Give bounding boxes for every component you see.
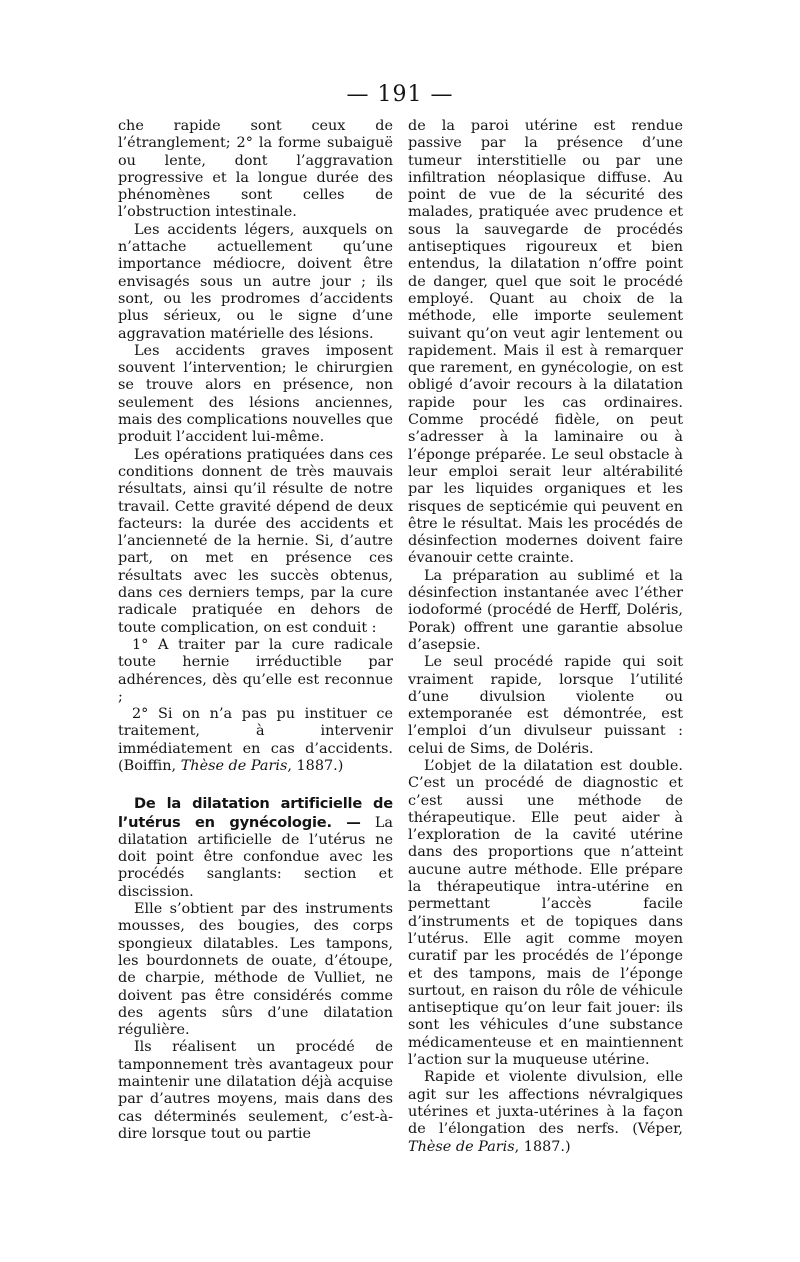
paragraph-uterine-wall: de la paroi utérine est rendue passive par la présence d’une tumeur interstitielle ou par une infiltration néoplasique diffuse. Au point de vue de la sécurité des malades, pratiquée avec prudence et sous la sauvegarde de procédés antiseptiques rigoureux et bien entendus, la dilatation n’offre point de danger, quel que soit le procédé employé. Quant au choix de la méthode, elle importe seulement suivant qu’on veut agir lentement ou rapidement. Mais il est à remarquer que rarement, en gynécologie, on est obligé d’avoir recours à la dilatation rapide pour les cas ordinaires. Comme procédé fidèle, on peut s’adresser à la laminaire ou à l’éponge préparée. Le seul obstacle à leur emploi serait leur altérabilité par les liquides organiques et les risques de septicémie qui peuvent en être le résultat. Mais les procédés de désinfection modernes doivent faire évanouir cette crainte. <box>408 118 683 567</box>
page-number: — 191 — <box>346 82 454 107</box>
paragraph-divulsion <box>408 1069 683 1155</box>
paragraph-tamponnement: Ils réalisent un procédé de tamponnement très avantageux pour maintenir une dilatation déjà acquise par d’autres moyens, mais dans des cas déterminés seulement, c’est-à-dire lorsque tout ou partie <box>118 1039 393 1142</box>
paragraph-divulsion-text: Rapide et violente divulsion, elle agit sur les affections névralgiques utérines et juxta-utérines à la façon de l’élongation des nerfs. (Véper, <box>408 1069 683 1138</box>
section-intro-paragraph <box>118 795 393 901</box>
paragraph-continuation: che rapide sont ceux de l’étranglement; 2° la forme subaiguë ou lente, dont l’aggravation progressive et la longue durée des phénomènes sont celles de l’obstruction intestinale. <box>118 118 393 221</box>
conclusion-item-2 <box>118 706 393 775</box>
paragraph-preparation: La préparation au sublimé et la désinfection instantanée avec l’éther iodoformé (procédé de Herff, Doléris, Porak) offrent une garantie absolue d’asepsie. <box>408 567 683 653</box>
paragraph-operations: Les opérations pratiquées dans ces conditions donnent de très mauvais résultats, ainsi qu’il résulte de notre travail. Cette gravité dépend de deux facteurs: la durée des accidents et l’ancienneté de la hernie. Si, d’autre part, on met en présence ces résultats avec les succès obtenus, dans ces derniers temps, par la cure radicale pratiquée en dehors de toute complication, on est conduit : <box>118 446 393 636</box>
paragraph-double-object: L’objet de la dilatation est double. C’est un procédé de diagnostic et c’est aussi une méthode de thérapeutique. Elle peut aider à l’exploration de la cavité utérine dans des proportions que n’atteint aucune autre méthode. Elle prépare la thérapeutique intra-utérine en permettant l’accès facile d’instruments et de topiques dans l’utérus. Elle agit comme moyen curatif par les procédés de l’éponge et des tampons, mais de l’éponge surtout, en raison du rôle de véhicule antiseptique qu’on leur fait jouer: ils sont les véhicules d’une substance médicamenteuse et en maintiennent l’action sur la muqueuse utérine. <box>408 757 683 1069</box>
citation-year-right: , 1887.) <box>514 1138 571 1155</box>
paragraph-light-accidents: Les accidents légers, auxquels on n’attache actuellement qu’une importance médiocre, doivent être envisagés sous un autre jour ; ils sont, ou les prodromes d’accidents plus sérieux, ou le signe d’une aggravation matérielle des lésions. <box>118 221 393 342</box>
right-column <box>408 118 683 1156</box>
section-gap <box>118 775 393 795</box>
paragraph-rapid-procedure: Le seul procédé rapide qui soit vraiment rapide, lorsque l’utilité d’une divulsion violente ou extemporanée est démontrée, est l’emploi d’un divulseur puissant : celui de Sims, de Doléris. <box>408 654 683 757</box>
section-heading: De la dilatation artificielle de l’utérus en gynécologie. — <box>118 795 393 831</box>
paragraph-instruments: Elle s’obtient par des instruments mousses, des bougies, des corps spongieux dilatables. Les tampons, les bourdonnets de ouate, d’étoupe, de charpie, méthode de Vulliet, ne doivent pas être considérés comme des agents sûrs d’une dilatation régulière. <box>118 901 393 1039</box>
citation-title-right: Thèse de Paris <box>408 1138 515 1155</box>
conclusion-item-2-text: 2° Si on n’a pas pu instituer ce traitement, à intervenir immédiatement en cas d’accidents. (Boiffin, <box>118 706 393 774</box>
citation-title: Thèse de Paris <box>180 757 288 774</box>
paragraph-serious-accidents: Les accidents graves imposent souvent l’intervention; le chirurgien se trouve alors en présence, non seulement des lésions anciennes, mais des complications nouvelles que produit l’accident lui-même. <box>118 342 393 446</box>
citation-year: , 1887.) <box>287 757 344 774</box>
conclusion-item-1: 1° A traiter par la cure radicale toute hernie irréductible par adhérences, dès qu’elle est reconnue ; <box>118 636 393 705</box>
section-intro-text: La dilatation artificielle de l’utérus ne doit point être confondue avec les procédés sanglants: section et discission. <box>118 814 393 900</box>
left-column <box>118 118 393 1143</box>
